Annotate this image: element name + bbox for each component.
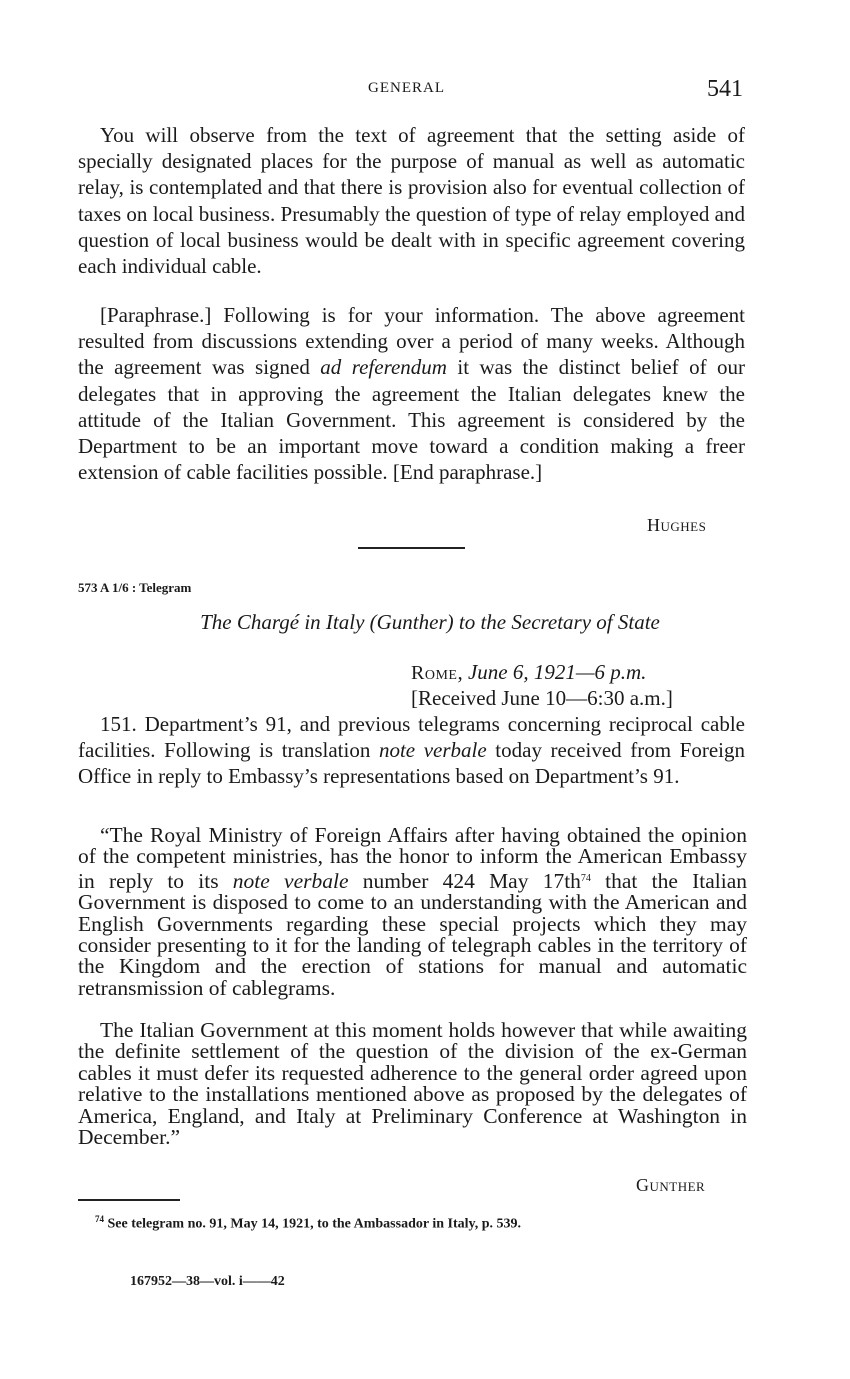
- file-reference: 573 A 1/6 : Telegram: [78, 580, 192, 595]
- section-divider: [358, 547, 465, 549]
- footnote: $^{74}$ See telegram no. 91, May 14, 1921, to the Ambassador in Italy, p. 539.: [95, 1214, 522, 1232]
- paragraph-paraphrase: [Paraphrase.] Following is for your information. The above agreement resulted from discussions extending over a period of many weeks. Although the agreement was signed ad referendum it was the distinct belief of our delegates that in approving the agreement the Italian delegates knew the attitude of the Italian Government. This agreement is considered by the Department to be an important move toward a condition making a freer extension of cable facilities possible. [End paraphrase.]: [78, 303, 746, 485]
- footnote-ref: 74: [580, 872, 591, 884]
- paragraph-relay-agreement: You will observe from the text of agreement that the setting aside of specially designated places for the purpose of manual as well as automatic relay, is contemplated and that there is provision also for eventual collection of taxes on local business. Presumably the question of type of relay employed and question of local business would be dealt with in specific agreement covering each individual cable.: [78, 123, 745, 279]
- signature-gunther: Gunther: [636, 1175, 706, 1195]
- quote-royal-ministry: “The Royal Ministry of Foreign Affairs after having obtained the opinion of the competent ministries, has the honor to inform the American Embassy in reply to its note verbale number 424 May 17th$^{74}$ that the Italian Government is disposed to come to an understanding with the American and English Governments regarding these special projects which they may consider presenting to it for the landing of telegraph cables in the territory of the Kingdom and the erection of stations for manual and automatic retransmission of cablegrams.: [78, 823, 747, 1000]
- quote-italian-government: The Italian Government at this moment holds however that while awaiting the definite settlement of the question of the division of the ex-German cables it must defer its requested adherence to the general order agreed upon relative to the installations mentioned above as proposed by the delegates of America, England, and Italy at Preliminary Conference at Washington in December.”: [78, 1018, 747, 1150]
- page-number: 541: [707, 76, 743, 102]
- signature-hughes: Hughes: [647, 515, 707, 535]
- dateline: Rome, June 6, 1921—6 p.m.: [411, 660, 647, 684]
- running-header: GENERAL: [368, 80, 445, 96]
- footnote-rule: [78, 1199, 180, 1201]
- paragraph-telegram-151: 151. Department’s 91, and previous telegrams concerning reciprocal cable facilities. Following is translation note verbale today received from Foreign Office in reply to Embassy’s representations based on Department’s 91.: [78, 712, 745, 789]
- printer-line: 167952—38—vol. i——42: [130, 1274, 285, 1289]
- document-title: The Chargé in Italy (Gunther) to the Secretary of State: [200, 610, 660, 634]
- received-line: [Received June 10—6:30 a.m.]: [411, 686, 673, 710]
